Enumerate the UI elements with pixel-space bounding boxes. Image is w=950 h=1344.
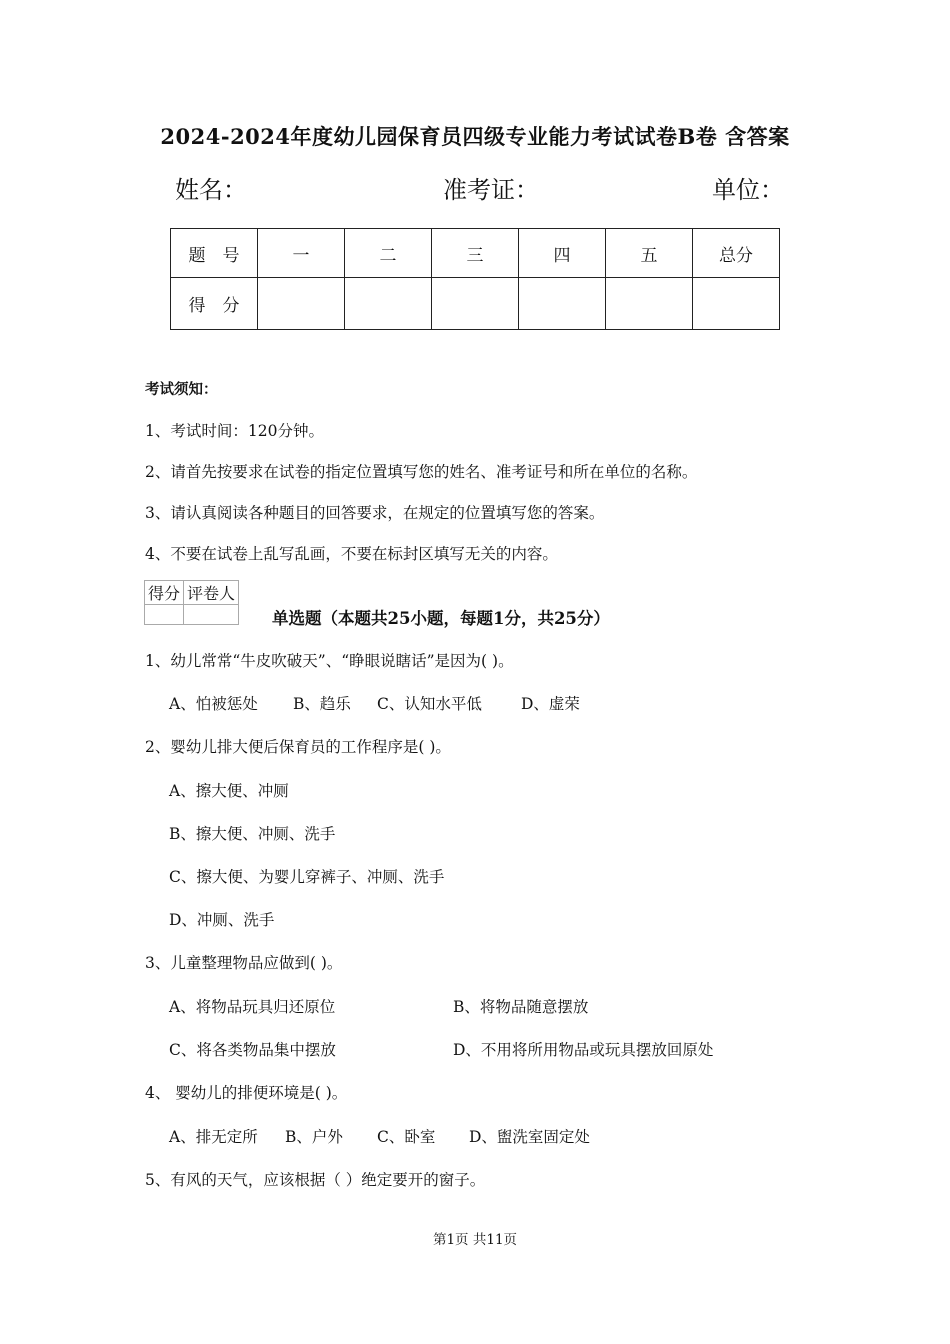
score-table-header-row [171, 229, 780, 278]
score-cell-total[interactable] [693, 278, 780, 330]
notice-heading: 考试须知： [145, 381, 218, 398]
question-1-option-b[interactable]: B、趋乐 [293, 695, 351, 713]
question-3-option-a[interactable]: A、将物品玩具归还原位 [169, 998, 336, 1016]
question-3-option-d[interactable]: D、不用将所用物品或玩具摆放回原处 [453, 1041, 714, 1059]
question-4-option-a[interactable]: A、排无定所 [169, 1128, 258, 1146]
score-table [170, 228, 780, 330]
page-footer: 第1页 共11页 [432, 1232, 518, 1248]
question-1-option-a[interactable]: A、怕被惩处 [169, 695, 258, 713]
exam-number-label: 准考证： [443, 176, 539, 204]
notice-item: 2、请首先按要求在试卷的指定位置填写您的姓名、准考证号和所在单位的名称。 [145, 463, 698, 481]
score-table-score-row [171, 278, 780, 330]
header-cell-3: 三 [432, 229, 519, 278]
section-heading: 单选题（本题共25小题，每题1分，共25分） [272, 609, 610, 628]
grader-name-cell[interactable] [184, 605, 239, 625]
score-cell-5[interactable] [606, 278, 693, 330]
header-cell-1: 一 [258, 229, 345, 278]
notice-item: 1、考试时间：120分钟。 [145, 422, 324, 440]
header-cell-total: 总分 [693, 229, 780, 278]
score-row-label: 得 分 [171, 278, 258, 330]
question-4-option-d[interactable]: D、盥洗室固定处 [469, 1128, 590, 1146]
notice-item: 4、不要在试卷上乱写乱画，不要在标封区填写无关的内容。 [145, 545, 558, 563]
question-1-option-c[interactable]: C、认知水平低 [377, 695, 482, 713]
question-3-option-c[interactable]: C、将各类物品集中摆放 [169, 1041, 336, 1059]
question-4-stem: 4、 婴幼儿的排便环境是( )。 [145, 1084, 348, 1102]
score-cell-2[interactable] [345, 278, 432, 330]
score-cell-1[interactable] [258, 278, 345, 330]
question-1-stem: 1、幼儿常常“牛皮吹破天”、“睁眼说瞎话”是因为( )。 [145, 652, 514, 670]
document-title: 2024-2024年度幼儿园保育员四级专业能力考试试卷B卷 含答案 [160, 124, 790, 149]
grader-score-cell[interactable] [145, 605, 184, 625]
notice-item: 3、请认真阅读各种题目的回答要求，在规定的位置填写您的答案。 [145, 504, 605, 522]
score-cell-3[interactable] [432, 278, 519, 330]
score-cell-4[interactable] [519, 278, 606, 330]
question-3-stem: 3、儿童整理物品应做到( )。 [145, 954, 343, 972]
question-2-option-b[interactable]: B、擦大便、冲厕、洗手 [169, 825, 336, 843]
question-2-option-d[interactable]: D、冲厕、洗手 [169, 911, 275, 929]
question-4-option-c[interactable]: C、卧室 [377, 1128, 436, 1146]
question-1-option-d[interactable]: D、虚荣 [521, 695, 580, 713]
header-cell-4: 四 [519, 229, 606, 278]
question-2-stem: 2、婴幼儿排大便后保育员的工作程序是( )。 [145, 738, 451, 756]
name-label: 姓名： [175, 176, 247, 204]
question-2-option-c[interactable]: C、擦大便、为婴儿穿裤子、冲厕、洗手 [169, 868, 445, 886]
grader-box [144, 580, 239, 625]
question-4-option-b[interactable]: B、户外 [285, 1128, 343, 1146]
unit-label: 单位： [712, 176, 784, 204]
grader-name-label: 评卷人 [184, 581, 239, 605]
question-3-option-b[interactable]: B、将物品随意摆放 [453, 998, 589, 1016]
grader-score-label: 得分 [145, 581, 184, 605]
header-cell-2: 二 [345, 229, 432, 278]
header-cell-question-no: 题 号 [171, 229, 258, 278]
question-5-stem: 5、有风的天气，应该根据（ ）绝定要开的窗子。 [145, 1171, 486, 1189]
header-cell-5: 五 [606, 229, 693, 278]
question-2-option-a[interactable]: A、擦大便、冲厕 [169, 782, 289, 800]
